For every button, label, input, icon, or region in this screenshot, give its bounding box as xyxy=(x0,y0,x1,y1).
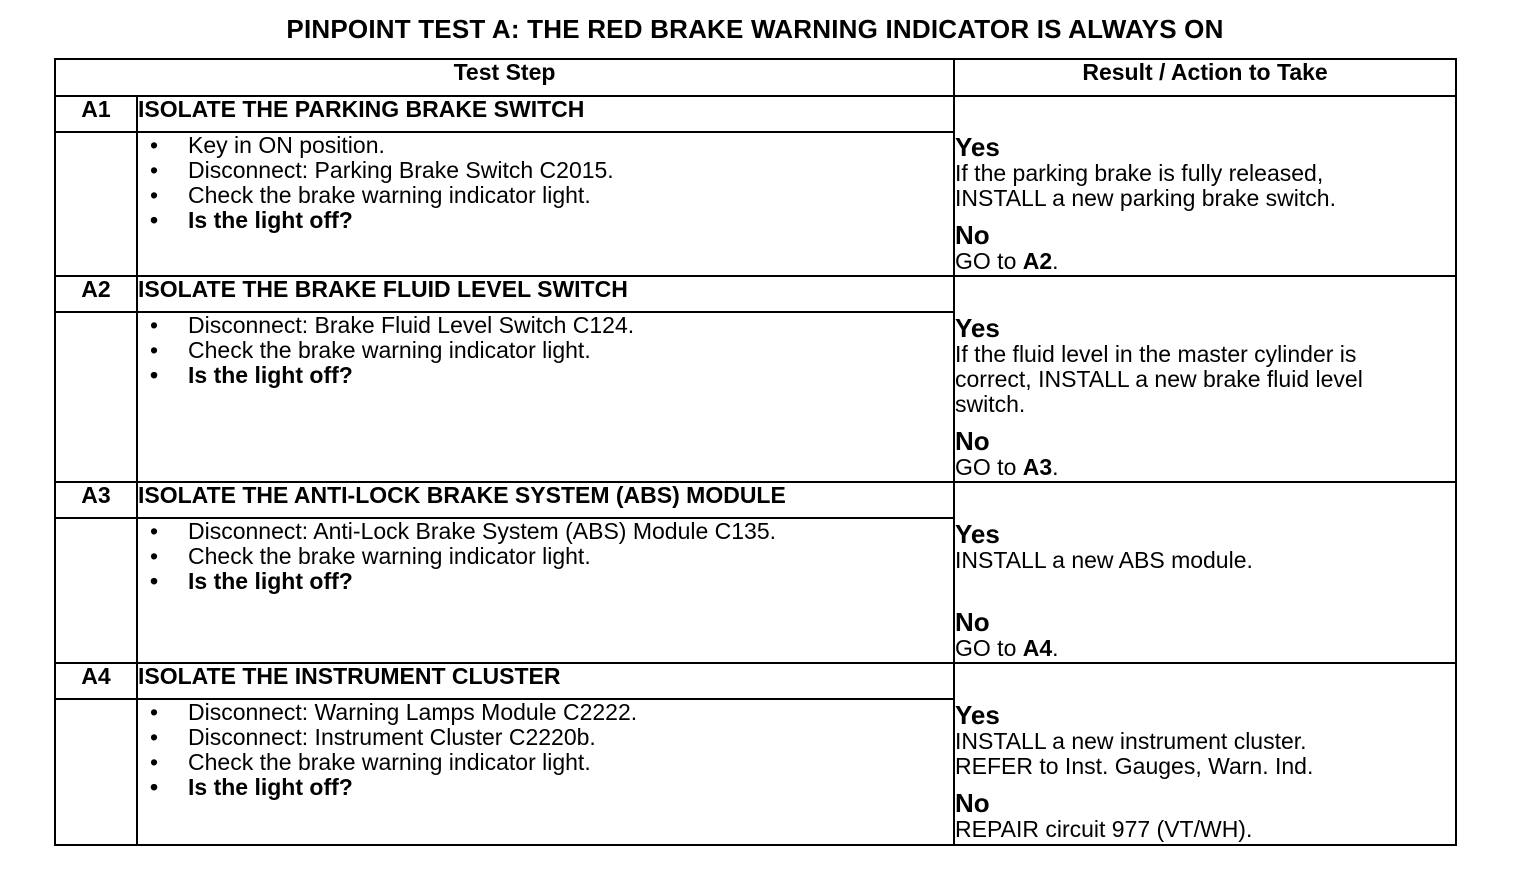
step-title: ISOLATE THE PARKING BRAKE SWITCH xyxy=(137,96,954,132)
question-item: • Is the light off? xyxy=(150,568,353,594)
no-label: No xyxy=(955,788,990,818)
list-item: • Key in ON position. xyxy=(150,132,385,158)
yes-label: Yes xyxy=(955,313,1000,343)
yes-text-line: switch. xyxy=(955,391,1026,417)
yes-label: Yes xyxy=(955,132,1000,162)
no-prefix: GO to xyxy=(955,635,1023,661)
list-item: • Disconnect: Brake Fluid Level Switch C124. xyxy=(150,312,635,338)
yes-text-line: INSTALL a new ABS module. xyxy=(955,547,1253,573)
bullet-list xyxy=(138,700,953,800)
pinpoint-test-table xyxy=(54,58,1457,846)
bullet-icon: • xyxy=(150,774,159,800)
steps-body xyxy=(55,96,1456,845)
list-item: • Disconnect: Instrument Cluster C2220b. xyxy=(150,724,596,750)
no-target: A4 xyxy=(1022,635,1053,661)
bullet-icon: • xyxy=(150,724,159,750)
table-header-row xyxy=(55,59,1456,96)
question-item: • Is the light off? xyxy=(150,207,353,233)
yes-text-line: REFER to Inst. Gauges, Warn. Ind. xyxy=(955,753,1314,779)
step-result xyxy=(954,96,1456,276)
bullet-icon: • xyxy=(150,337,159,363)
bullet-icon: • xyxy=(150,362,159,388)
bullet-icon: • xyxy=(150,749,159,775)
no-label: No xyxy=(955,607,990,637)
bullet-list xyxy=(138,519,953,594)
no-label: No xyxy=(955,426,990,456)
bullet-icon: • xyxy=(150,312,159,338)
yes-text-line: If the parking brake is fully released, xyxy=(955,160,1324,186)
bullet-icon: • xyxy=(150,518,159,544)
step-title-row xyxy=(55,276,1456,312)
step-title-row xyxy=(55,482,1456,518)
yes-text-line: If the fluid level in the master cylinder is xyxy=(955,341,1357,367)
no-prefix: GO to xyxy=(955,454,1023,480)
bullet-icon: • xyxy=(150,568,159,594)
step-bullets xyxy=(137,699,954,845)
bullet-icon: • xyxy=(150,699,159,725)
no-text xyxy=(955,817,1455,842)
yes-label: Yes xyxy=(955,700,1000,730)
header-test-step: Test Step xyxy=(55,59,954,96)
step-id-blank xyxy=(55,699,137,845)
bullet-icon: • xyxy=(150,157,159,183)
header-result: Result / Action to Take xyxy=(954,59,1456,96)
no-label: No xyxy=(955,220,990,250)
bullet-list xyxy=(138,133,953,233)
bullet-list xyxy=(138,313,953,388)
no-suffix: . xyxy=(1052,454,1059,480)
step-title: ISOLATE THE BRAKE FLUID LEVEL SWITCH xyxy=(137,276,954,312)
yes-label: Yes xyxy=(955,519,1000,549)
step-id-blank xyxy=(55,132,137,276)
step-id: A3 xyxy=(55,482,137,518)
no-text xyxy=(955,455,1455,480)
step-bullets xyxy=(137,312,954,482)
step-title-row xyxy=(55,96,1456,132)
list-item: • Disconnect: Anti-Lock Brake System (ABS) Module C135. xyxy=(150,518,777,544)
list-item: • Check the brake warning indicator light. xyxy=(150,749,591,775)
bullet-icon: • xyxy=(150,207,159,233)
step-id: A2 xyxy=(55,276,137,312)
step-result xyxy=(954,276,1456,482)
step-title: ISOLATE THE INSTRUMENT CLUSTER xyxy=(137,663,954,699)
step-title: ISOLATE THE ANTI-LOCK BRAKE SYSTEM (ABS) MODULE xyxy=(137,482,954,518)
bullet-icon: • xyxy=(150,132,159,158)
no-text xyxy=(955,636,1455,661)
bullet-icon: • xyxy=(150,543,159,569)
question-item: • Is the light off? xyxy=(150,774,353,800)
no-target: A2 xyxy=(1022,248,1053,274)
no-suffix: . xyxy=(1052,635,1059,661)
yes-text-line: INSTALL a new parking brake switch. xyxy=(955,185,1336,211)
question-item: • Is the light off? xyxy=(150,362,353,388)
step-result xyxy=(954,482,1456,663)
step-id: A1 xyxy=(55,96,137,132)
list-item: • Disconnect: Warning Lamps Module C2222. xyxy=(150,699,638,725)
bullet-icon: • xyxy=(150,182,159,208)
list-item: • Check the brake warning indicator light. xyxy=(150,182,591,208)
no-prefix: GO to xyxy=(955,248,1023,274)
step-bullets xyxy=(137,518,954,663)
step-id-blank xyxy=(55,312,137,482)
no-suffix: . xyxy=(1052,248,1059,274)
no-target: A3 xyxy=(1022,454,1053,480)
no-prefix: REPAIR circuit 977 (VT/WH). xyxy=(955,816,1253,842)
yes-text-line: INSTALL a new instrument cluster. xyxy=(955,728,1307,754)
list-item: • Check the brake warning indicator light. xyxy=(150,337,591,363)
step-bullets xyxy=(137,132,954,276)
step-id-blank xyxy=(55,518,137,663)
step-result xyxy=(954,663,1456,845)
yes-text-line: correct, INSTALL a new brake fluid level xyxy=(955,366,1363,392)
no-text xyxy=(955,249,1455,274)
step-id: A4 xyxy=(55,663,137,699)
step-title-row xyxy=(55,663,1456,699)
list-item: • Check the brake warning indicator light. xyxy=(150,543,591,569)
page-title: PINPOINT TEST A: THE RED BRAKE WARNING INDICATOR IS ALWAYS ON xyxy=(286,14,1224,44)
list-item: • Disconnect: Parking Brake Switch C2015. xyxy=(150,157,614,183)
